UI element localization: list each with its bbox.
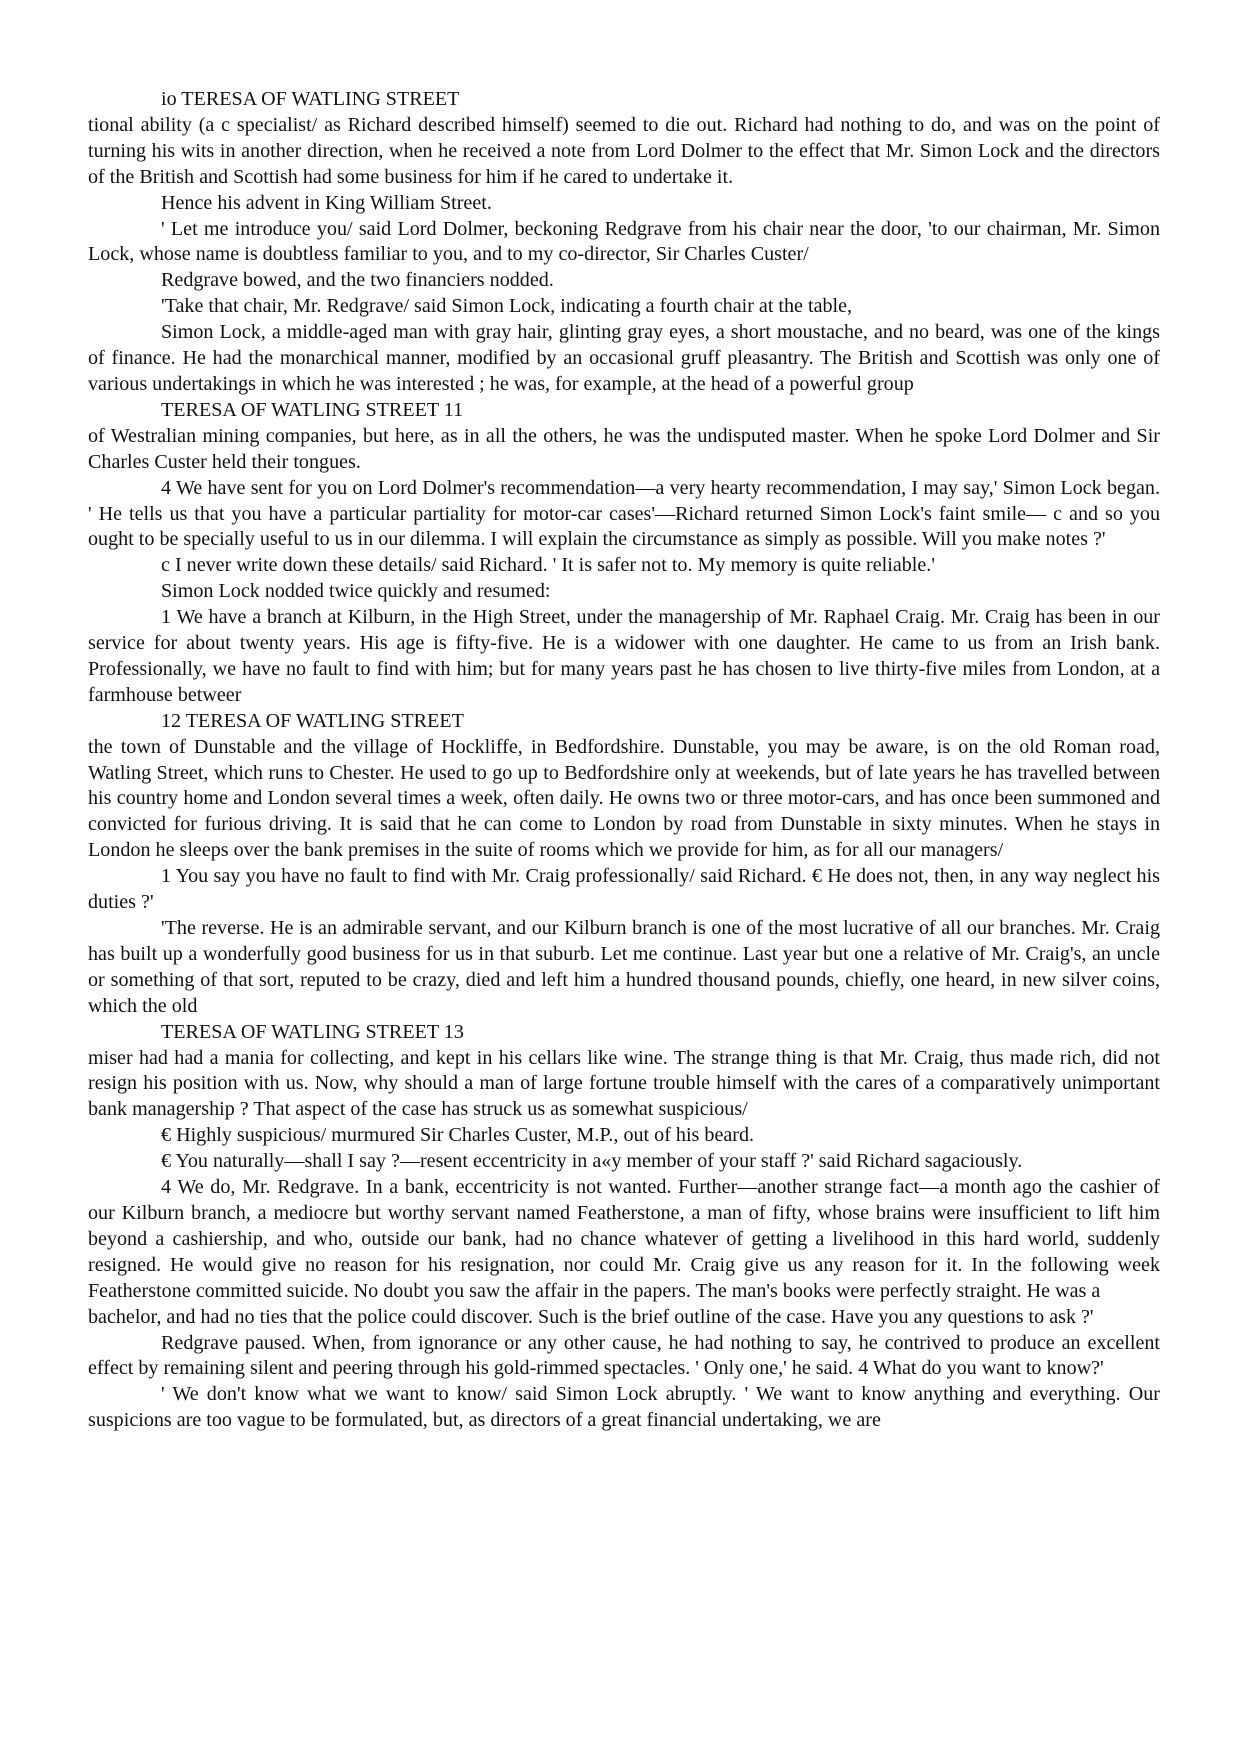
paragraph: 1 We have a branch at Kilburn, in the High Street, under the managership of Mr. Raphael Craig. Mr. Craig has been in our service for about twenty years. His age is fifty-five. He is a widower with one daughter. He came to us from an Irish bank. Professionally, we have no fault to find with him; but for many years past he has chosen to live thirty-five miles from London, at a farmhouse betweer <box>88 606 1160 706</box>
paragraph: 'Take that chair, Mr. Redgrave/ said Simon Lock, indicating a fourth chair at the table, <box>161 295 853 318</box>
paragraph: Simon Lock nodded twice quickly and resumed: <box>161 580 551 603</box>
paragraph: € You naturally—shall I say ?—resent eccentricity in a«y member of your staff ?' said Richard sagaciously. <box>161 1150 1023 1173</box>
paragraph: 'The reverse. He is an admirable servant, and our Kilburn branch is one of the most lucrative of all our branches. Mr. Craig has built up a wonderfully good business for us in that suburb. Let me continue. Last year but one a relative of Mr. Craig's, an uncle or something of that sort, reputed to be crazy, died and left him a hundred thousand pounds, chiefly, one heard, in new silver coins, which the old <box>88 917 1160 1017</box>
running-head: io TERESA OF WATLING STREET <box>161 88 460 110</box>
paragraph: € Highly suspicious/ murmured Sir Charles Custer, M.P., out of his beard. <box>161 1124 755 1147</box>
paragraph: ' We don't know what we want to know/ said Simon Lock abruptly. ' We want to know anything and everything. Our suspicions are too vague to be formulated, but, as directors of a great financial undertaking, we are <box>88 1383 1160 1432</box>
paragraph: the town of Dunstable and the village of Hockliffe, in Bedfordshire. Dunstable, you may be aware, is on the old Roman road, Watling Street, which runs to Chester. He used to go up to Bedfordshire only at weekends, but of late years he has travelled between his country home and London several times a week, often daily. He owns two or three motor-cars, and has once been summoned and convicted for furious driving. It is said that he can come to London by road from Dunstable in sixty minutes. When he stays in London he sleeps over the bank premises in the suite of rooms which we provide for him, as for all our managers/ <box>88 735 1160 862</box>
paragraph: 4 We do, Mr. Redgrave. In a bank, eccentricity is not wanted. Further—another strange fact—a month ago the cashier of our Kilburn branch, a mediocre but worthy servant named Featherstone, a man of fifty, whose brains were insufficient to lift him beyond a cashiership, and who, outside our bank, had no chance whatever of getting a livelihood in this hard world, suddenly resigned. He would give no reason for his resignation, nor could Mr. Craig give us any reason for it. In the following week Featherstone committed suicide. No doubt you saw the affair in the papers. The man's books were perfectly straight. He was a <box>88 1176 1160 1302</box>
paragraph: c I never write down these details/ said Richard. ' It is safer not to. My memory is quite reliable.' <box>161 554 935 577</box>
paragraph: miser had had a mania for collecting, and kept in his cellars like wine. The strange thing is that Mr. Craig, thus made rich, did not resign his position with us. Now, why should a man of large fortune trouble himself with the cares of a comparatively unimportant bank managership ? That aspect of the case has struck us as somewhat suspicious/ <box>88 1046 1160 1121</box>
paragraph: tional ability (a c specialist/ as Richard described himself) seemed to die out. Richard had nothing to do, and was on the point of turning his wits in another direction, when he received a note from Lord Dolmer to the effect that Mr. Simon Lock and the directors of the British and Scottish had some business for him if he cared to undertake it. <box>88 113 1160 188</box>
running-head: TERESA OF WATLING STREET 11 <box>161 398 464 421</box>
paragraph: 1 You say you have no fault to find with Mr. Craig professionally/ said Richard. € He does not, then, in any way neglect his duties ?' <box>88 865 1160 914</box>
running-head: TERESA OF WATLING STREET 13 <box>161 1020 464 1043</box>
paragraph: Redgrave paused. When, from ignorance or any other cause, he had nothing to say, he contrived to produce an excellent effect by remaining silent and peering through his gold-rimmed spectacles. ' Only one,' he said. 4 What do you want to know?' <box>88 1331 1160 1380</box>
running-head: 12 TERESA OF WATLING STREET <box>161 709 464 732</box>
paragraph: of Westralian mining companies, but here, as in all the others, he was the undisputed master. When he spoke Lord Dolmer and Sir Charles Custer held their tongues. <box>88 424 1160 473</box>
paragraph: Redgrave bowed, and the two financiers nodded. <box>161 269 554 292</box>
paragraph: 4 We have sent for you on Lord Dolmer's recommendation—a very hearty recommendation, I may say,' Simon Lock began. ' He tells us that you have a particular partiality for motor-car cases'—Richard returned Simon Lock's faint smile— c and so you ought to be specially useful to us in our dilemma. I will explain the circumstance as simply as possible. Will you make notes ?' <box>88 476 1160 551</box>
paragraph: bachelor, and had no ties that the police could discover. Such is the brief outline of the case. Have you any questions to ask ?' <box>88 1305 1094 1328</box>
paragraph: Simon Lock, a middle-aged man with gray hair, glinting gray eyes, a short moustache, and no beard, was one of the kings of finance. He had the monarchical manner, modified by an occasional gruff pleasantry. The British and Scottish was only one of various undertakings in which he was interested ; he was, for example, at the head of a powerful group <box>88 321 1160 395</box>
paragraph: ' Let me introduce you/ said Lord Dolmer, beckoning Redgrave from his chair near the door, 'to our chairman, Mr. Simon Lock, whose name is doubtless familiar to you, and to my co-director, Sir Charles Custer/ <box>88 217 1160 266</box>
paragraph: Hence his advent in King William Street. <box>161 191 492 214</box>
